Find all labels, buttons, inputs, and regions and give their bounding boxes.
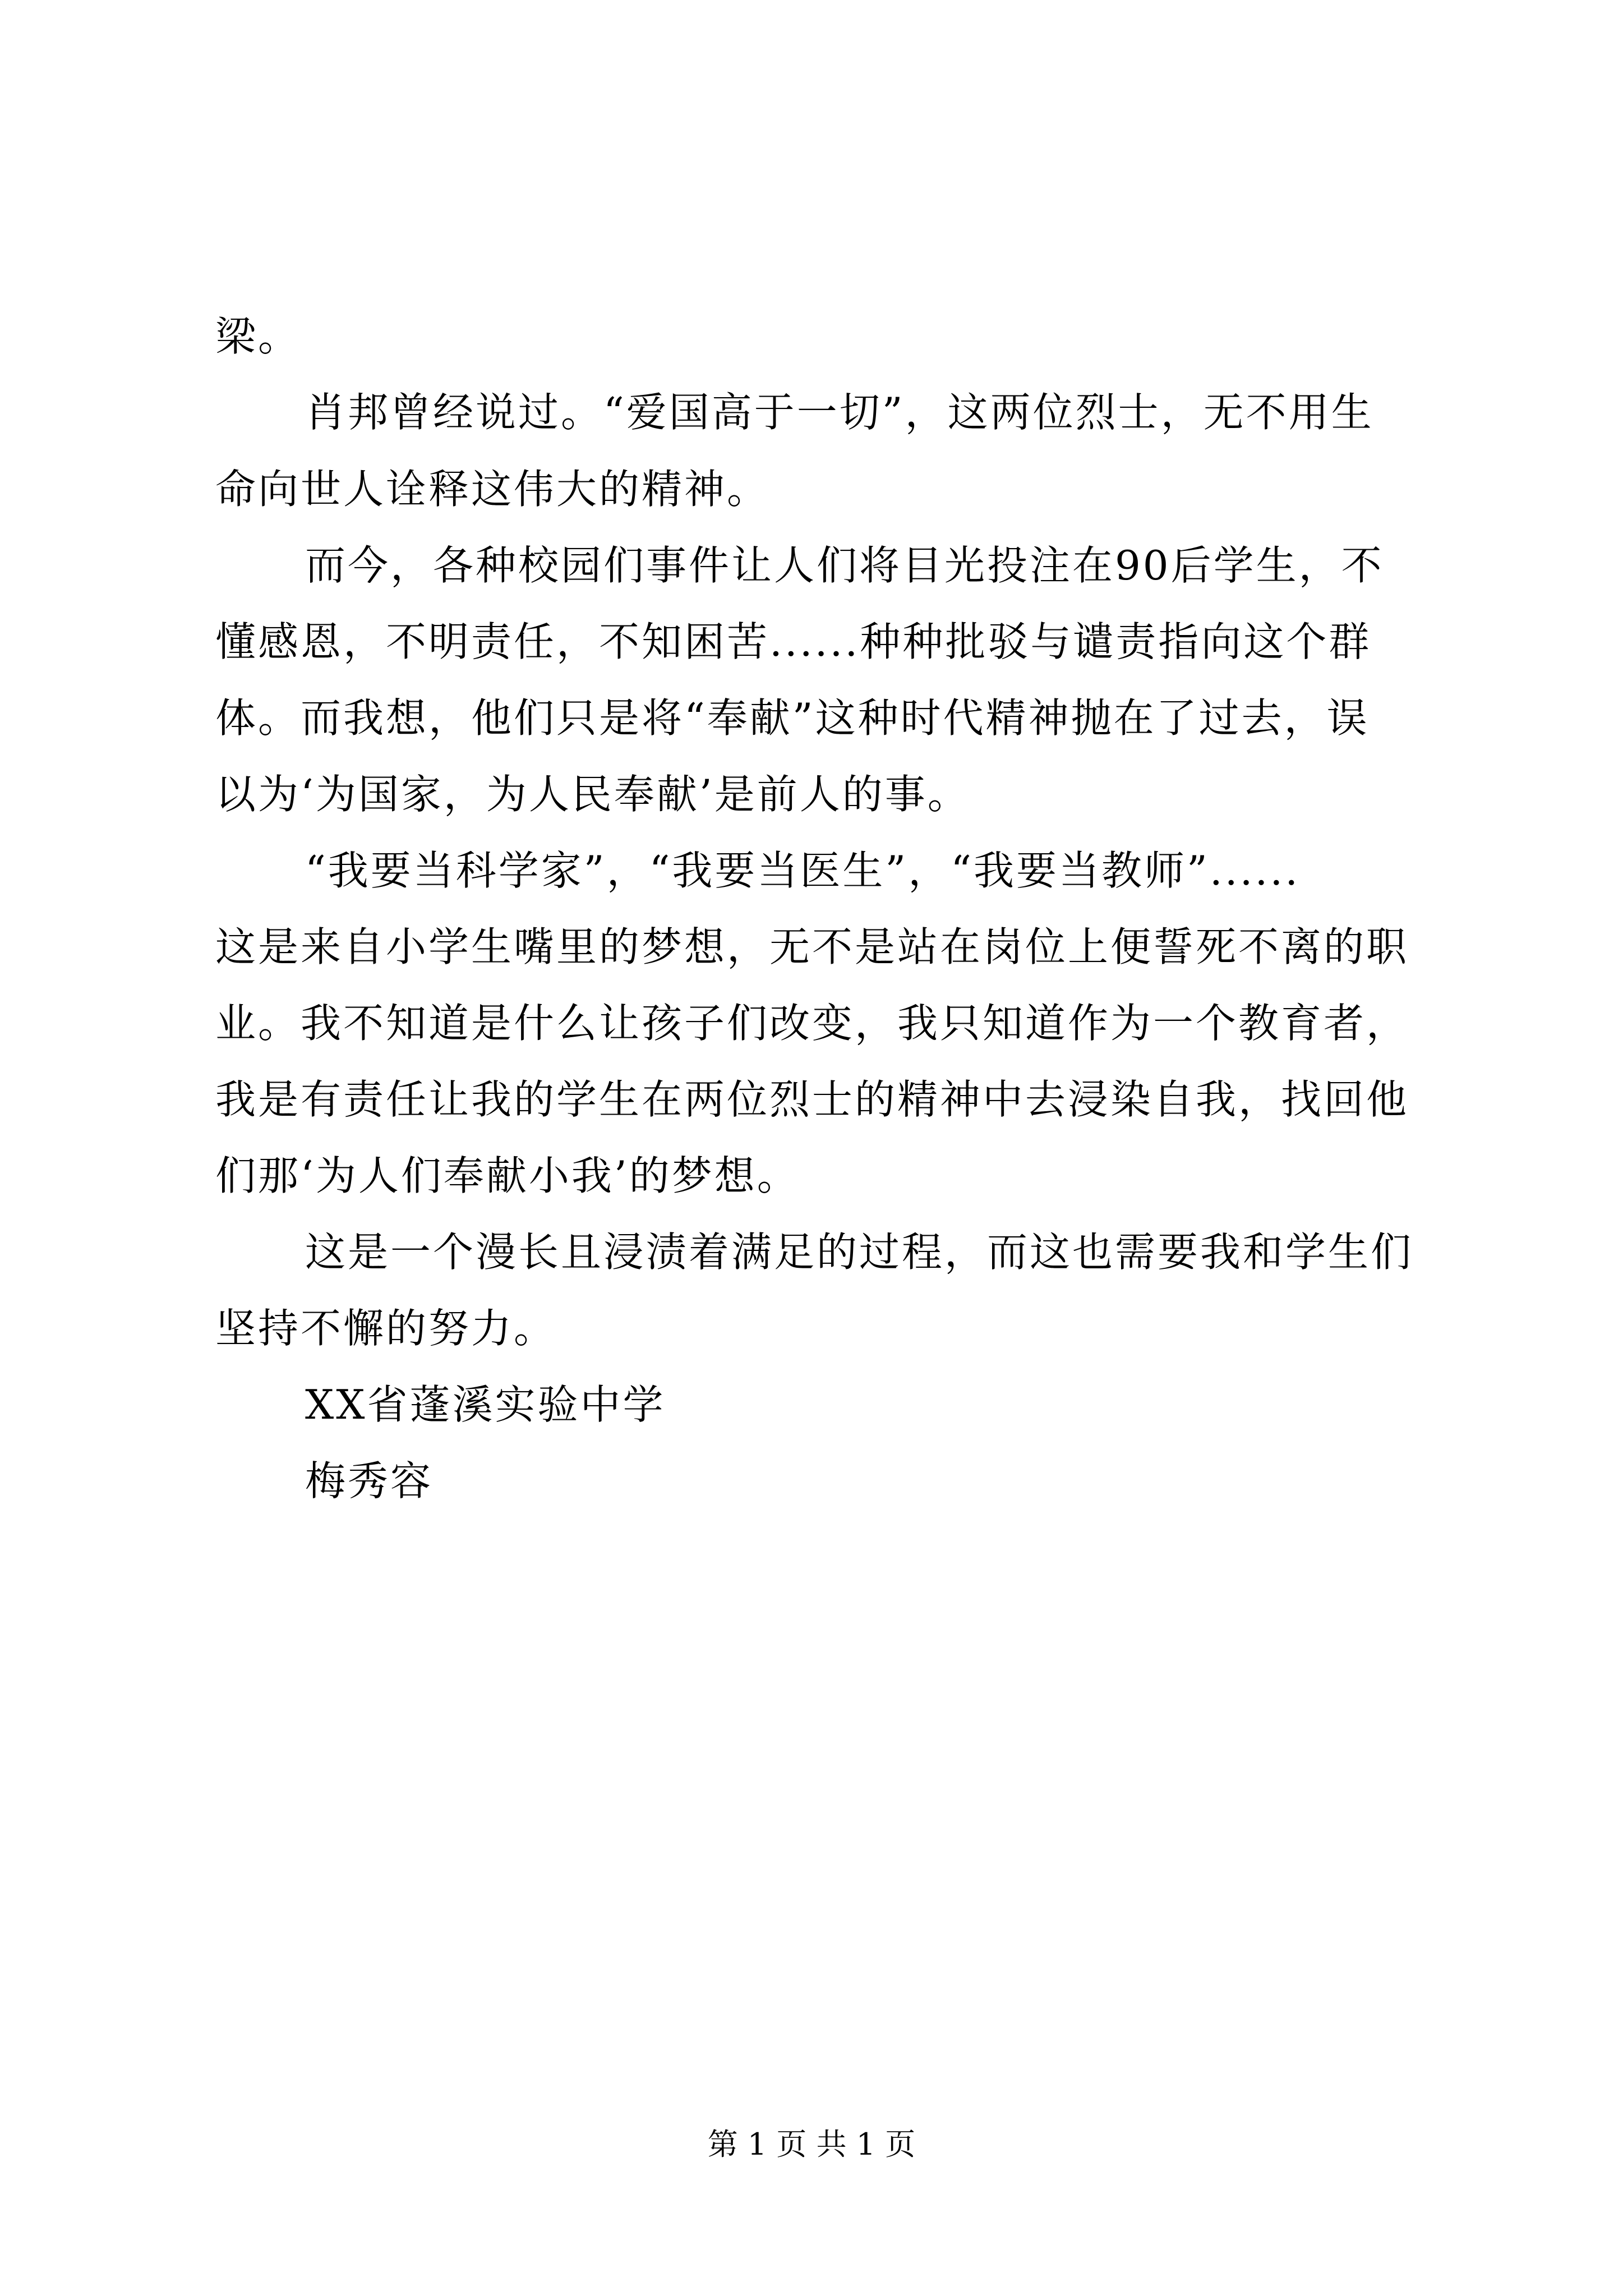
paragraph-3-line-1: 而今，各种校园们事件让人们将目光投注在90后学生，不 xyxy=(305,542,1384,589)
paragraph-4-line-2: 这是来自小学生嘴里的梦想，无不是站在岗位上便誓死不离的职 xyxy=(215,923,1409,970)
paragraph-1-line-1: 梁。 xyxy=(215,313,301,360)
paragraph-4-line-3: 业。我不知道是什么让孩子们改变，我只知道作为一个教育者， xyxy=(215,1000,1409,1047)
signature-school: XX省蓬溪实验中学 xyxy=(305,1381,666,1428)
paragraph-3-line-3: 体。而我想，他们只是将“奉献”这种时代精神抛在了过去，误 xyxy=(215,694,1370,742)
paragraph-3-line-4: 以为‘为国家，为人民奉献’是前人的事。 xyxy=(215,771,970,818)
paragraph-4-line-1: “我要当科学家”，“我要当医生”，“我要当教师”...... xyxy=(305,847,1301,894)
paragraph-3-line-2: 懂感恩，不明责任，不知困苦......种种批驳与谴责指向这个群 xyxy=(215,618,1372,665)
paragraph-4-line-4: 我是有责任让我的学生在两位烈士的精神中去浸染自我，找回他 xyxy=(215,1076,1409,1123)
paragraph-2-line-2: 命向世人诠释这伟大的精神。 xyxy=(215,466,770,513)
paragraph-4-line-5: 们那‘为人们奉献小我’的梦想。 xyxy=(215,1152,800,1199)
page-number-label: 第 1 页 共 1 页 xyxy=(707,2127,916,2162)
signature-author: 梅秀容 xyxy=(305,1457,434,1504)
page-footer xyxy=(0,2125,1623,2164)
paragraph-5-line-2: 坚持不懈的努力。 xyxy=(215,1305,557,1352)
paragraph-2-line-1: 肖邦曾经说过。“爱国高于一切”，这两位烈士，无不用生 xyxy=(305,389,1374,436)
paragraph-5-line-1: 这是一个漫长且浸渍着满足的过程，而这也需要我和学生们 xyxy=(305,1228,1414,1276)
